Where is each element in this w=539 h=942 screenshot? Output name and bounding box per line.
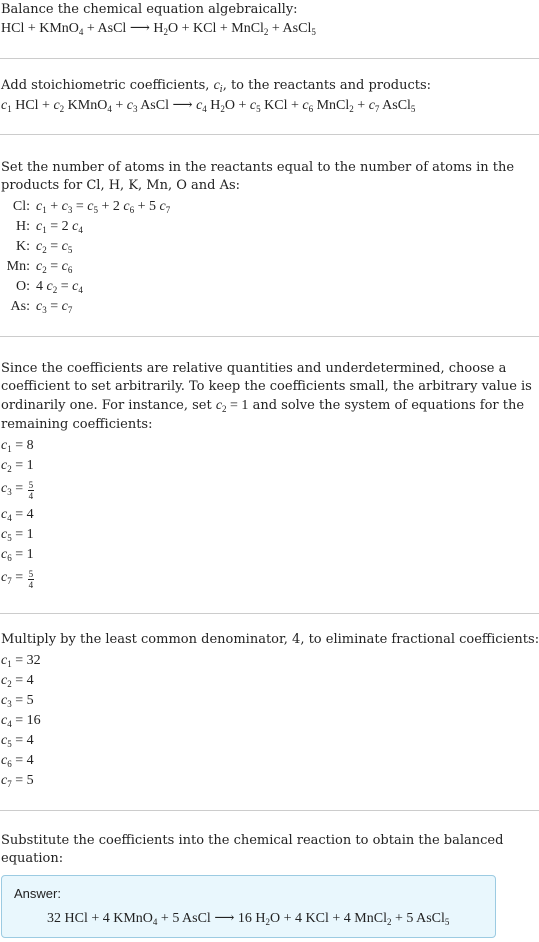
balanced-equation: 32 HCl + 4 KMnO$_4$ + 5 AsCl ⟶ 16 $H_2O + 4$ KCl + 4 MnCl$_2$ + 5 AsCl$_5$ <box>47 911 450 927</box>
step2-text-line2: products for Cl, H, K, Mn, O and As: <box>1 178 241 193</box>
step3-text-line4: remaining coefficients: <box>1 417 153 432</box>
scaled-c4: $c_4 = 16$ <box>1 713 41 729</box>
separator <box>0 58 539 59</box>
solution-c2: $c_2 = 1$ <box>1 458 34 474</box>
scaled-c1: $c_1 = 32$ <box>1 653 41 669</box>
answer-box <box>1 875 496 938</box>
step3-text-line2: coefficient to set arbitrarily. To keep the coefficients small, the arbitrary value is <box>1 379 532 394</box>
scaled-c6: $c_6 = 4$ <box>1 753 34 769</box>
scaled-c2: $c_2 = 4$ <box>1 673 34 689</box>
step3-text-line1: Since the coefficients are relative quantities and underdetermined, choose a <box>1 361 507 376</box>
intro-text: Balance the chemical equation algebraically: <box>1 2 298 17</box>
solution-c4: $c_4 = 4$ <box>1 507 34 523</box>
solution-c6: $c_6 = 1$ <box>1 547 34 563</box>
separator <box>0 336 539 337</box>
step3-text-line3: ordinarily one. For instance, set $c_2 = 1$ and solve the system of equations for the <box>1 398 525 414</box>
separator <box>0 613 539 614</box>
separator <box>0 134 539 135</box>
step2-text-line1: Set the number of atoms in the reactants equal to the number of atoms in the <box>1 160 515 175</box>
coefficient-equation: $c_1$ HCl + $c_2$ KMnO$_4$ + $c_3$ AsCl ⟶ $c_4$ $H_2O + c_5$ KCl + $c_6$ MnCl$_2$ + $c_7$ AsCl$_5$ <box>1 98 416 114</box>
scaled-c3: $c_3 = 5$ <box>1 693 34 709</box>
solution-c1: $c_1 = 8$ <box>1 438 34 454</box>
solution-c7: $c_7$ = $\frac{5}{4}$ <box>1 569 34 590</box>
solution-c3: $c_3$ = $\frac{5}{4}$ <box>1 480 34 501</box>
scaled-c5: $c_5 = 4$ <box>1 733 34 749</box>
separator <box>0 810 539 811</box>
step5-text-line1: Substitute the coefficients into the chemical reaction to obtain the balanced <box>1 833 504 848</box>
scaled-c7: $c_7 = 5$ <box>1 773 34 789</box>
unbalanced-equation: HCl + KMnO$_4$ + AsCl ⟶ $H_2O$ + KCl + MnCl$_2$ + AsCl$_5$ <box>1 21 316 37</box>
step1-text: Add stoichiometric coefficients, $c_i$, to the reactants and products: <box>1 78 432 95</box>
solution-c5: $c_5 = 1$ <box>1 527 34 543</box>
step4-text: Multiply by the least common denominator, 4, to eliminate fractional coefficients: <box>1 632 539 647</box>
answer-label: Answer: <box>14 886 61 901</box>
step5-text-line2: equation: <box>1 851 64 866</box>
